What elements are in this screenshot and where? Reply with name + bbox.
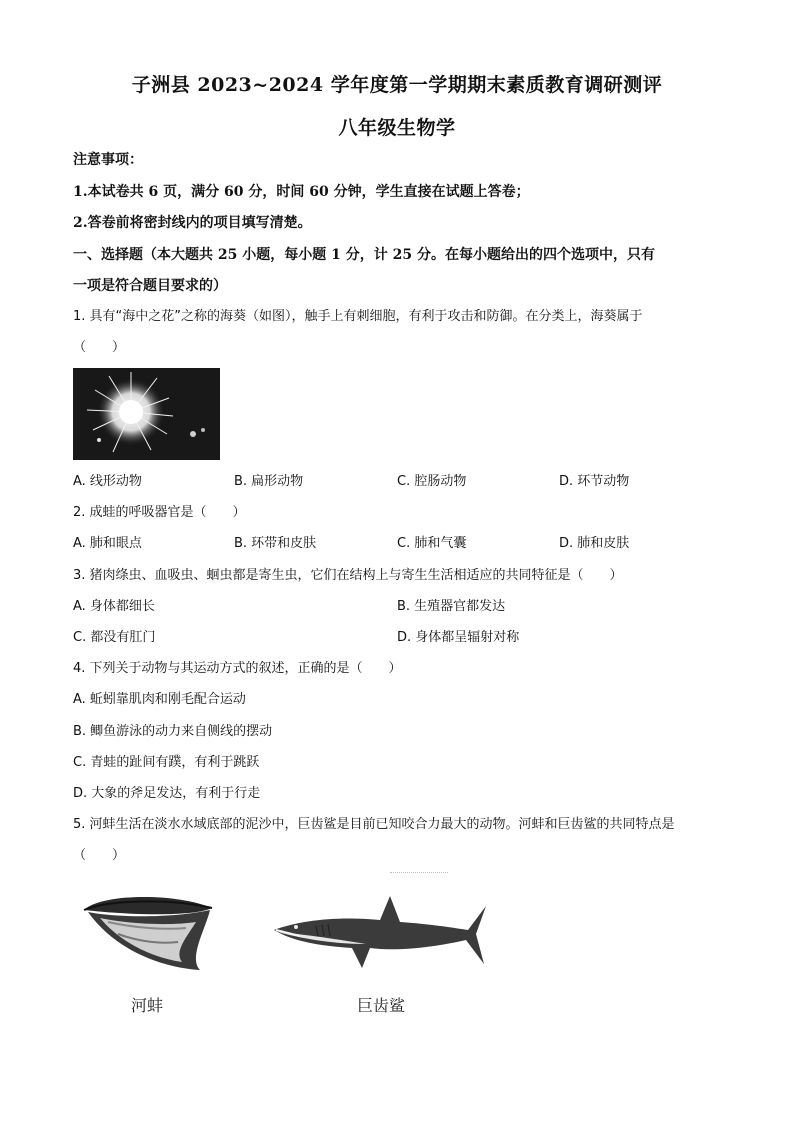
question-1-stem: 1. 具有“海中之花”之称的海葵（如图），触手上有刺细胞，有利于攻击和防御。在分类上，海葵属于 <box>73 309 643 324</box>
notice-heading: 注意事项： <box>73 152 143 168</box>
question-4-stem: 4. 下列关于动物与其运动方式的叙述，正确的是（ ） <box>73 661 402 676</box>
shark-image <box>270 890 490 978</box>
question-2-option-b[interactable]: B. 环带和皮肤 <box>234 536 317 551</box>
question-3-option-a[interactable]: A. 身体都细长 <box>73 599 155 614</box>
page-title: 子洲县 2023~2024 学年度第一学期期末素质教育调研测评 <box>131 74 663 96</box>
question-3-stem: 3. 猪肉绦虫、血吸虫、蛔虫都是寄生虫，它们在结构上与寄生生活相适应的共同特征是（ ） <box>73 568 623 583</box>
question-4-option-b[interactable]: B. 鲫鱼游泳的动力来自侧线的摆动 <box>73 724 273 739</box>
question-2-option-c[interactable]: C. 肺和气囊 <box>397 536 467 551</box>
notice-item-2: 2.答卷前将密封线内的项目填写清楚。 <box>73 215 312 231</box>
question-2-option-a[interactable]: A. 肺和眼点 <box>73 536 142 551</box>
section-heading: 一、选择题（本大题共 25 小题，每小题 1 分，计 25 分。在每小题给出的四个选项中，只有 <box>73 247 655 263</box>
question-3-option-b[interactable]: B. 生殖器官都发达 <box>397 599 506 614</box>
question-2-option-d[interactable]: D. 肺和皮肤 <box>559 536 630 551</box>
question-3-option-c[interactable]: C. 都没有肛门 <box>73 630 156 645</box>
question-5-blank: （ ） <box>73 848 126 863</box>
mussel-caption: 河蚌 <box>131 996 164 1015</box>
question-4-option-a[interactable]: A. 蚯蚓靠肌肉和刚毛配合运动 <box>73 692 246 707</box>
question-4-option-c[interactable]: C. 青蛙的趾间有蹼，有利于跳跃 <box>73 755 260 770</box>
question-1-option-b[interactable]: B. 扁形动物 <box>234 474 304 489</box>
page-subtitle: 八年级生物学 <box>338 117 456 139</box>
question-2-stem: 2. 成蛙的呼吸器官是（ ） <box>73 505 246 520</box>
section-heading-cont: 一项是符合题目要求的） <box>73 278 227 294</box>
notice-item-1: 1.本试卷共 6 页，满分 60 分，时间 60 分钟，学生直接在试题上答卷； <box>73 184 530 200</box>
question-4-option-d[interactable]: D. 大象的斧足发达，有利于行走 <box>73 786 261 801</box>
sea-anemone-image <box>73 368 220 460</box>
question-1-blank: （ ） <box>73 340 126 355</box>
question-1-option-d[interactable]: D. 环节动物 <box>559 474 630 489</box>
question-1-option-c[interactable]: C. 腔肠动物 <box>397 474 467 489</box>
question-1-option-a[interactable]: A. 线形动物 <box>73 474 142 489</box>
mussel-image <box>78 888 218 982</box>
question-3-option-d[interactable]: D. 身体都呈辐射对称 <box>397 630 520 645</box>
dotted-divider <box>390 872 448 873</box>
shark-caption: 巨齿鲨 <box>357 996 406 1015</box>
question-5-stem: 5. 河蚌生活在淡水水域底部的泥沙中，巨齿鲨是目前已知咬合力最大的动物。河蚌和巨齿鲨的共同特点是 <box>73 817 675 832</box>
